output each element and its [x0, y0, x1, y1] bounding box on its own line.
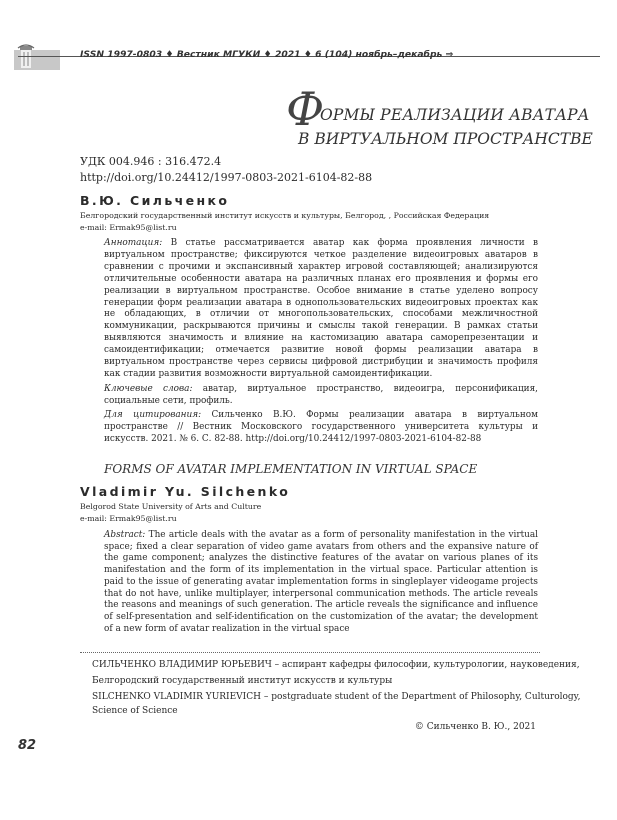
title-line-2: В ВИРТУАЛЬНОМ ПРОСТРАНСТВЕ	[298, 130, 593, 148]
abstract-en	[104, 530, 538, 635]
title-line-1: ОРМЫ РЕАЛИЗАЦИИ АВАТАРА	[320, 106, 590, 124]
page-header	[0, 0, 617, 72]
article-title-ru	[280, 82, 590, 136]
abstract-label-ru: Аннотация:	[104, 238, 163, 248]
keywords-ru	[104, 384, 538, 408]
footnote-en-line-2: Science of Science	[92, 706, 178, 716]
journal-logo-icon	[14, 44, 60, 70]
journal-info: ISSN 1997-0803 ♦ Вестник МГУКИ ♦ 2021 ♦ 6 (104) ноябрь–декабрь ⇒	[80, 49, 454, 60]
keywords-label-ru: Ключевые слова:	[104, 384, 193, 394]
abstract-ru	[104, 238, 538, 381]
footnote-divider	[80, 652, 540, 653]
copyright-notice: © Сильченко В. Ю., 2021	[414, 722, 536, 732]
citation-label-ru: Для цитирования:	[104, 410, 202, 420]
citation-ru	[104, 410, 538, 446]
abstract-text-en: The article deals with the avatar as a form of personality manifestation in the virtual space; fixed a clear separation of video game avatars from others and the expansive nature of the game component; analyzes the distinctive features of the avatar on various planes of its manifestation and the form of its implementation in the virtual space. Particular attention is paid to the issue of generating avatar implementation forms in singleplayer videogame projects that do not have, unlike multiplayer, interpersonal communication methods. The article reveals the reasons and meanings of such generation. The article reveals the significance and influence of self-presentation and self-identification on the customization of the avatar; the development of a new form of avatar realization in the virtual space	[104, 530, 538, 634]
author-email-ru[interactable]: e-mail: Ermak95@list.ru	[80, 223, 177, 232]
author-name-en: Vladimir Yu. Silchenko	[80, 484, 291, 499]
citation-text-ru: Сильченко В.Ю. Формы реализации аватара в виртуальном пространстве // Вестник Московского государственного университета культуры и искусств. 2021. № 6. С. 82-88. http://doi.org/10.24412/1997-0803-2021-6104-82-88	[104, 410, 539, 444]
footnote-ru-line-2: Белгородский государственный институт искусств и культуры	[92, 676, 393, 686]
footnote-ru-line-1: СИЛЬЧЕНКО ВЛАДИМИР ЮРЬЕВИЧ – аспирант кафедры философии, культурологии, науковедения,	[92, 660, 580, 670]
keywords-text-ru: аватар, виртуальное пространство, видеоигра, персонификация, социальные сети, профиль.	[104, 384, 538, 406]
abstract-label-en: Abstract:	[104, 530, 146, 540]
author-affiliation-en: Belgorod State University of Arts and Culture	[80, 502, 262, 511]
title-initial-letter: Ф	[286, 82, 325, 136]
page-number: 82	[18, 738, 37, 753]
udc-code: УДК 004.946 : 316.472.4	[80, 155, 222, 168]
doi-link[interactable]: http://doi.org/10.24412/1997-0803-2021-6104-82-88	[80, 171, 373, 184]
author-name-ru: В.Ю. Сильченко	[80, 193, 230, 208]
article-title-en: FORMS OF AVATAR IMPLEMENTATION IN VIRTUAL SPACE	[104, 462, 478, 476]
author-affiliation-ru: Белгородский государственный институт искусств и культуры, Белгород, , Российская Федерация	[80, 211, 490, 220]
abstract-text-ru: В статье рассматривается аватар как форма проявления личности в виртуальном пространстве; фиксируются четкое разделение видеоигровых аватаров в сравнении с прочими и экспансивный характер игровой составляющей; анализируются отличительные особенности аватара на различных планах его проявления и формы его реализации в виртуальном пространстве. Особое внимание в статье уделено вопросу генерации форм реализации аватара в однопользовательских видеоигровых проектах как не обладающих, в отличии от многопользовательских, способами межличностной коммуникации, раскрываются причины и смыслы такой генерации. В рамках статьи выявляются значимость и влияние на кастомизацию аватара саморепрезентации и самоидентификации; отмечается развитие новой формы реализации аватара в виртуальном пространстве через сервисы цифровой дистрибуции и значимость профиля как стадии развития возможности виртуальной самоидентификации.	[104, 238, 538, 379]
footnote-en-line-1: SILCHENKO VLADIMIR YURIEVICH – postgraduate student of the Department of Philosophy, Culturology,	[92, 692, 581, 702]
author-email-en[interactable]: e-mail: Ermak95@list.ru	[80, 514, 177, 523]
